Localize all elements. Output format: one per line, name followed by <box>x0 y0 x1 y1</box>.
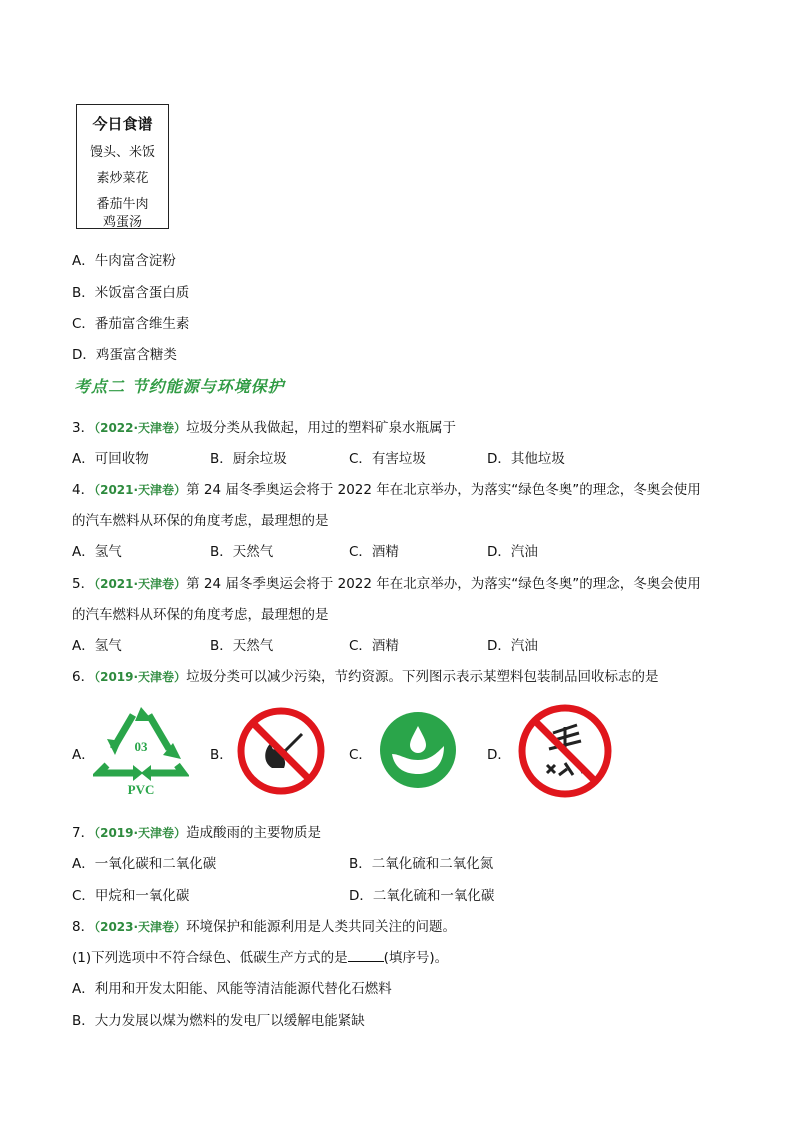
q5-stem <box>72 572 701 592</box>
q3-option-b: B．厨余垃圾 <box>210 451 287 467</box>
q7-text: 造成酸雨的主要物质是 <box>186 825 322 841</box>
recycle-pvc-icon <box>93 703 189 799</box>
q4-number: 4． <box>72 482 95 498</box>
q4-option-b: B．天然气 <box>210 544 274 560</box>
answer-blank[interactable] <box>348 949 384 962</box>
q8-text: 环境保护和能源利用是人类共同关注的问题。 <box>186 919 457 935</box>
no-fire-icon <box>236 706 326 796</box>
q8-sub1 <box>72 946 448 966</box>
q5-option-b: B．天然气 <box>210 638 274 654</box>
q4-option-a: A．氢气 <box>72 544 122 560</box>
q7-option-b: B．二氧化硫和二氧化氮 <box>349 856 494 872</box>
q5-option-a: A．氢气 <box>72 638 122 654</box>
q6-option-b-letter: B． <box>210 747 233 763</box>
no-firecracker-icon <box>517 703 613 799</box>
q6-option-d-letter: D． <box>487 747 511 763</box>
q2-option-d: D．鸡蛋富含糖类 <box>72 347 177 363</box>
q3-option-d: D．其他垃圾 <box>487 451 565 467</box>
q2-option-c: C．番茄富含维生素 <box>72 316 190 332</box>
q4-text: 第 24 届冬季奥运会将于 2022 年在北京举办，为落实“绿色冬奥”的理念，冬奥会使用 <box>186 482 701 498</box>
q7-source: （2019·天津卷） <box>94 826 187 840</box>
q8-sub1-suffix: (填序号)。 <box>383 950 449 966</box>
q4-stem <box>72 478 701 498</box>
q5-option-c: C．酒精 <box>349 638 399 654</box>
q5-text: 第 24 届冬季奥运会将于 2022 年在北京举办，为落实“绿色冬奥”的理念，冬奥会使用 <box>186 576 701 592</box>
q5-option-d: D．汽油 <box>487 638 538 654</box>
q6-stem <box>72 665 659 685</box>
menu-box <box>76 104 169 229</box>
q2-option-b: B．米饭富含蛋白质 <box>72 285 190 301</box>
q6-text: 垃圾分类可以减少污染，节约资源。下列图示表示某塑料包装制品回收标志的是 <box>186 669 659 685</box>
water-saving-icon <box>378 710 458 790</box>
q8-option-a: A．利用和开发太阳能、风能等清洁能源代替化石燃料 <box>72 981 392 997</box>
q7-option-c: C．甲烷和一氧化碳 <box>72 888 190 904</box>
q6-option-c-letter: C． <box>349 747 372 763</box>
q5-source: （2021·天津卷） <box>94 577 187 591</box>
q4-option-d: D．汽油 <box>487 544 538 560</box>
q4-stem-cont: 的汽车燃料从环保的角度考虑，最理想的是 <box>72 513 329 529</box>
q6-source: （2019·天津卷） <box>94 670 187 684</box>
q3-number: 3． <box>72 420 95 436</box>
q4-source: （2021·天津卷） <box>94 483 187 497</box>
q7-stem <box>72 821 321 841</box>
recycle-label: PVC <box>127 782 155 797</box>
q3-source: （2022·天津卷） <box>94 421 187 435</box>
q3-option-c: C．有害垃圾 <box>349 451 426 467</box>
menu-item: 馒头、米饭 <box>89 145 155 160</box>
section-title: 考点二 节约能源与环境保护 <box>74 377 285 396</box>
q8-stem <box>72 915 456 935</box>
menu-item: 番茄牛肉 <box>96 197 149 212</box>
q3-stem <box>72 416 456 436</box>
q4-option-c: C．酒精 <box>349 544 399 560</box>
recycle-code: 03 <box>134 739 148 754</box>
q7-option-a: A．一氧化碳和二氧化碳 <box>72 856 217 872</box>
q5-stem-cont: 的汽车燃料从环保的角度考虑，最理想的是 <box>72 607 329 623</box>
q3-option-a: A．可回收物 <box>72 451 149 467</box>
menu-item: 鸡蛋汤 <box>102 215 142 230</box>
menu-title: 今日食谱 <box>92 115 153 133</box>
q2-option-a: A．牛肉富含淀粉 <box>72 253 176 269</box>
menu-item: 素炒菜花 <box>96 171 149 186</box>
q8-option-b: B．大力发展以煤为燃料的发电厂以缓解电能紧缺 <box>72 1013 365 1029</box>
q6-number: 6． <box>72 669 95 685</box>
q8-sub1-text: (1)下列选项中不符合绿色、低碳生产方式的是 <box>72 950 348 966</box>
q8-number: 8． <box>72 919 95 935</box>
q3-text: 垃圾分类从我做起，用过的塑料矿泉水瓶属于 <box>186 420 457 436</box>
q7-number: 7． <box>72 825 95 841</box>
q6-option-a-letter: A． <box>72 747 95 763</box>
q8-source: （2023·天津卷） <box>94 920 187 934</box>
q5-number: 5． <box>72 576 95 592</box>
q7-option-d: D．二氧化硫和一氧化碳 <box>349 888 495 904</box>
